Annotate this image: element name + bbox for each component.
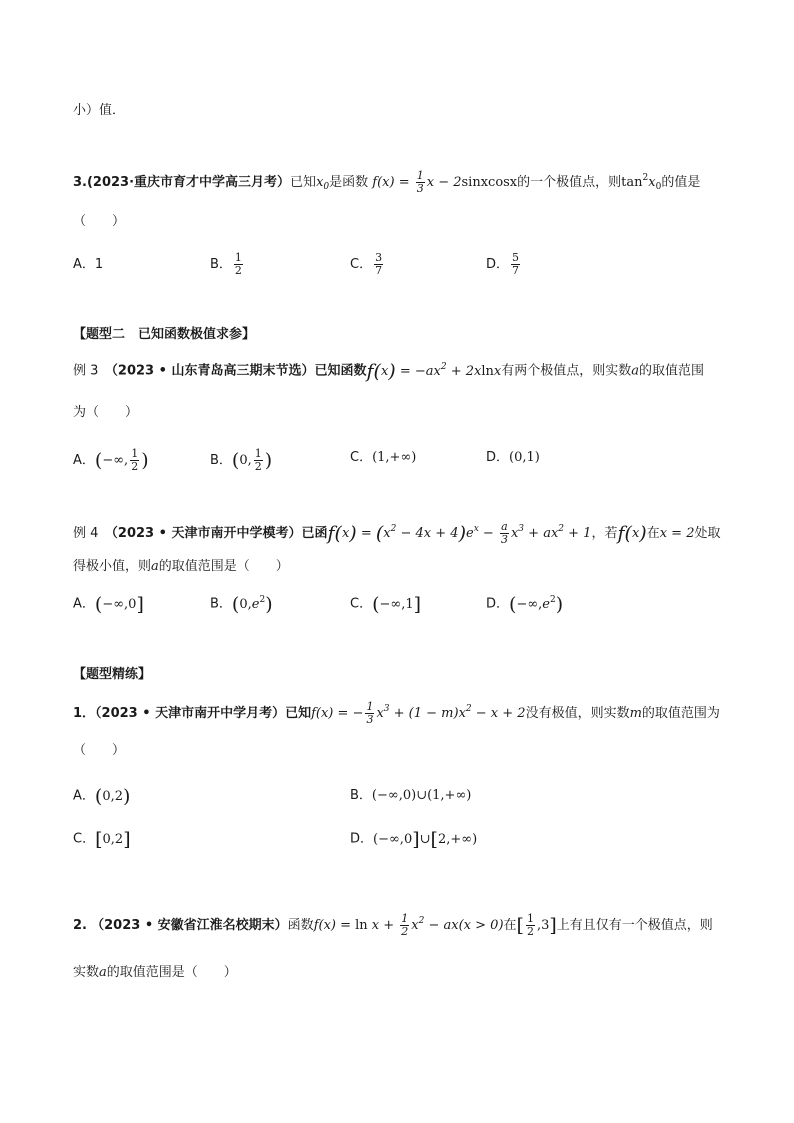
option-letter: D． [486,450,510,465]
m-symbol: m [629,706,642,721]
option-interval: (−∞,1] [372,593,422,615]
practice-2-stem-c: 上有且仅有一个极值点，则 [556,918,713,933]
example-4-line-2 [73,557,289,577]
example-4-stem-f: 的取值范围是（ ） [158,559,289,574]
practice-2-stem-b: 在 [503,918,517,933]
ex3-function: $f(x) = -ax^2 + 2xlnx$ [366,360,502,382]
intro-text: 小）值． [73,103,126,118]
question-3-blank: （ ） [73,214,126,229]
ex4-option-d[interactable] [486,594,563,615]
example-3-source: （2023 • 山东青岛高三期末节选）已知函数 [111,363,367,379]
q3-option-c[interactable] [350,252,385,277]
practice-2 [73,913,713,938]
option-interval: [0,2] [95,828,131,850]
option-letter: C． [350,450,373,465]
question-3-label: 3. [73,175,87,190]
practice-1 [73,701,720,726]
q3-option-a[interactable] [73,255,103,275]
question-3-stem-a: 已知 [290,175,317,190]
option-interval: (0, $\frac{1}{2}$ ) [231,447,273,473]
ex4-function: $f(x) = (x^2 - 4x + 4)e^x$ − $\frac{a}{3}$ $x^3 + ax^2 + 1$ [327,520,592,546]
practice-1-stem-c: 的取值范围为 [641,706,720,721]
section-2-title: 【题型二 已知函数极值求参】 [73,327,256,342]
a-symbol: a [631,363,639,379]
p1-function: f(x) = − $\frac{1}{3}$ $x^3 + (1 - m)x^2 - x + 2$ [311,700,526,726]
fraction-denominator: 7 [512,264,520,277]
a-symbol: a [99,965,107,980]
practice-2-stem-a: 函数 [287,918,314,933]
example-4 [73,521,721,546]
ex3-option-c[interactable] [350,448,416,468]
option-letter: D． [486,596,510,612]
p1-option-d[interactable] [350,829,477,850]
ex4-option-b[interactable] [210,594,273,615]
question-3-stem-d: 的值是 [661,175,701,190]
option-interval: $(0,e^2)$ [231,593,273,615]
practice-2-line-2 [73,963,237,983]
example-4-stem-e: 得极小值，则 [73,559,152,574]
practice-2-stem-e: 的取值范围是（ ） [106,965,237,980]
question-3 [73,170,700,195]
a-symbol: a [151,559,159,574]
example-4-stem-c: 在 [646,526,660,541]
example-4-stem-b: ，若 [591,526,618,541]
option-letter: B． [210,453,232,468]
practice-2-stem-d: 实数 [73,965,100,980]
tan-expression: $\tan^2x_0$ [621,173,662,192]
fx-symbol: f(x) [617,522,647,545]
fraction-denominator: 7 [375,264,383,277]
option-letter: A． [73,453,95,468]
interval-half-to-3: [ $\frac{1}{2}$ ,3] [516,912,557,938]
option-letter: D． [350,831,374,847]
option-value: 1 [94,257,104,272]
question-3-stem-b: 是函数 [329,175,369,190]
question-3-source: (2023·重庆市育才中学高三月考） [86,175,291,190]
option-interval: $(-\infty,e^2)$ [509,593,564,615]
option-letter: A． [73,596,95,612]
practice-1-stem-b: 没有极值，则实数 [525,706,630,721]
option-letter: A． [73,257,95,272]
x-equals-2: x = 2 [659,526,695,541]
fraction-numerator: 3 [375,251,383,264]
option-interval: (0,1) [509,450,540,465]
ex3-option-d[interactable] [486,448,540,468]
practice-1-label: 1． [73,706,96,721]
x0-symbol: $x_0$ [316,175,330,192]
example-3-stem-b: 有两个极值点，则实数 [501,363,632,379]
p1-option-a[interactable] [73,786,130,807]
example-3 [73,361,704,382]
option-interval: (−∞,0] [94,593,144,615]
option-letter: C． [350,596,373,612]
ex4-option-c[interactable] [350,594,421,615]
practice-2-label: 2. [73,918,87,933]
ex4-option-a[interactable] [73,594,144,615]
p1-option-b[interactable] [350,786,471,806]
option-interval: (−∞,0]∪[2,+∞) [373,828,478,850]
section-3-title: 【题型精练】 [73,667,152,682]
option-interval: (1,+∞) [372,450,417,465]
fraction-numerator: 5 [512,251,520,264]
p2-function: f(x) = ln x + $\frac{1}{2}$ $x^2 - ax(x > 0)$ [313,912,504,938]
example-4-source: （2023 • 天津市南开中学模考）已函 [111,526,328,541]
question-3-stem-c: 的一个极值点，则 [517,175,622,190]
option-letter: D． [486,257,510,272]
option-letter: A． [73,788,95,804]
practice-2-source: （2023 • 安徽省江淮名校期末） [91,918,288,933]
option-letter: C． [350,257,373,272]
ex3-option-a[interactable] [73,448,149,473]
option-letter: B． [210,257,232,272]
fraction-numerator: 1 [234,251,242,264]
option-letter: B． [350,788,372,803]
q3-function: f(x) = $\frac{1}{3}$ x − 2sinxcosx [368,169,518,195]
option-letter: B． [210,596,232,612]
example-4-label: 例 4 [73,526,99,541]
option-interval: (−∞,0)∪(1,+∞) [371,788,472,803]
practice-1-blank: （ ） [73,743,126,758]
ex3-option-b[interactable] [210,448,272,473]
example-4-stem-d: 处取 [694,526,721,541]
example-3-blank: 为（ ） [73,405,139,420]
practice-1-source: （2023 • 天津市南开中学月考）已知 [95,706,312,721]
example-3-label: 例 3 [73,363,99,379]
option-letter: C． [73,831,96,847]
p1-option-c[interactable] [73,829,131,850]
fraction-denominator: 2 [234,264,242,277]
q3-option-b[interactable] [210,252,245,277]
example-3-stem-c: 的取值范围 [639,363,705,379]
option-interval: (0,2) [94,785,131,807]
option-interval: (−∞, $\frac{1}{2}$ ) [94,447,149,473]
q3-option-d[interactable] [486,252,522,277]
